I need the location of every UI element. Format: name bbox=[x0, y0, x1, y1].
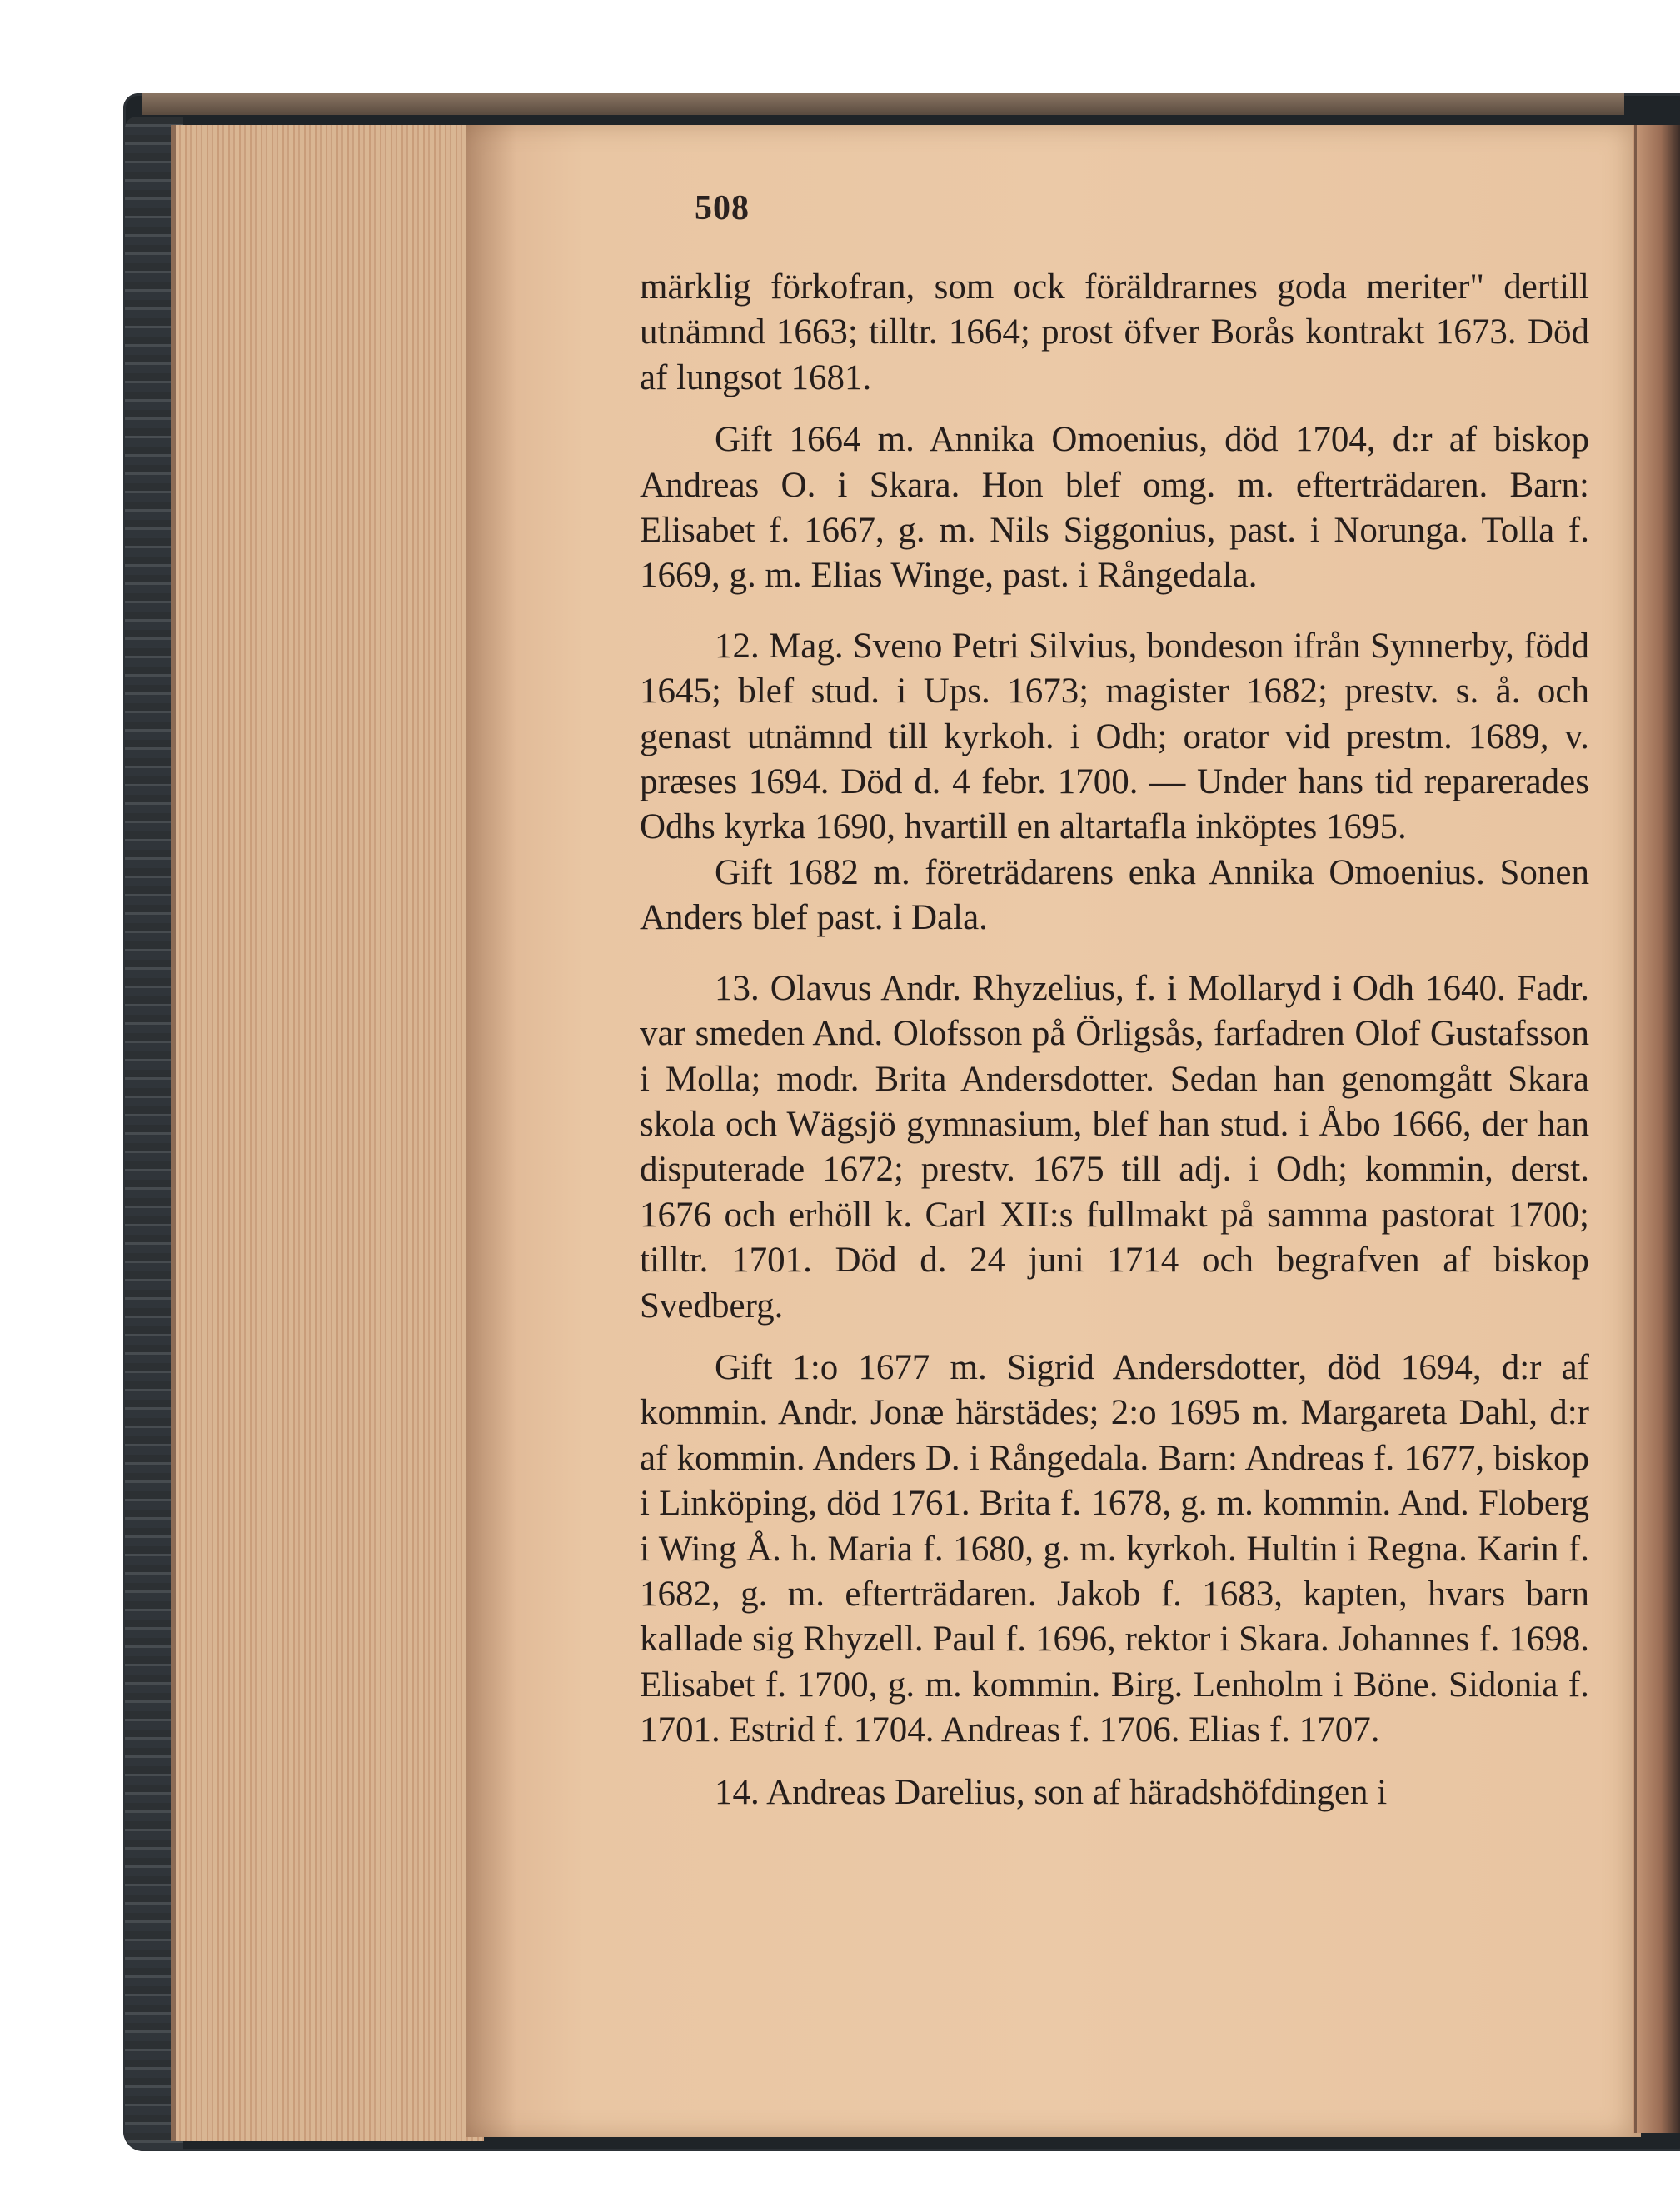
paragraph: Gift 1:o 1677 m. Sigrid Andersdotter, död 1694, d:r af kommin. Andr. Jonæ härstädes; 2:o 1695 m. Margareta Dahl, d:r af kommin. Anders D. i Rångedala. Barn: Andreas f. 1677, biskop i Linköping, död 1761. Brita f. 1678, g. m. kommin. And. Floberg i Wing Å. h. Maria f. 1680, g. m. kyrkoh. Hultin i Regna. Karin f. 1682, g. m. efterträdaren. Jakob f. 1683, kapten, hvars barn kallade sig Rhyzell. Paul f. 1696, rektor i Skara. Johannes f. 1698. Elisabet f. 1700, g. m. kommin. Birg. Lenholm i Böne. Sidonia f. 1701. Estrid f. 1704. Andreas f. 1706. Elias f. 1707. bbox=[640, 1347, 1589, 1750]
paragraph: 12. Mag. Sveno Petri Silvius, bondeson ifrån Synnerby, född 1645; blef stud. i Ups. 1673; magister 1682; prestv. s. å. och genast utnämnd till kyrkoh. i Odh; orator vid prestm. 1689, v. præses 1694. Död d. 4 febr. 1700. — Under hans tid reparerades Odhs kyrka 1690, hvartill en altartafla inköptes 1695. bbox=[640, 626, 1589, 847]
paragraph: Gift 1682 m. företrädarens enka Annika Omoenius. Sonen Anders blef past. i Dala. bbox=[640, 852, 1589, 938]
paragraph: märklig förkofran, som ock föräldrarnes goda meriter" dertill utnämnd 1663; tilltr. 1664; prost öfver Borås kontrakt 1673. Död af lungsot 1681. bbox=[640, 267, 1589, 397]
paragraph: 14. Andreas Darelius, son af häradshöfdingen i bbox=[715, 1772, 1388, 1812]
paragraph: 13. Olavus Andr. Rhyzelius, f. i Mollaryd i Odh 1640. Fadr. var smeden And. Olofsson på Örligsås, farfadren Olof Gustafsson i Molla; modr. Brita Andersdotter. Sedan han genomgått Skara skola och Wägsjö gymnasium, blef han stud. i Åbo 1666, der han disputerade 1672; prestv. 1675 till adj. i Odh; kommin, derst. 1676 och erhöll k. Carl XII:s fullmakt på samma pastorat 1700; tilltr. 1701. Död d. 24 juni 1714 och begrafven af biskop Svedberg. bbox=[640, 968, 1589, 1326]
page-text bbox=[640, 265, 1589, 1815]
right-leaf-edge bbox=[1634, 125, 1657, 2133]
page-stack-edges bbox=[171, 125, 484, 2141]
gutter-shadow bbox=[466, 125, 516, 2137]
paragraph: Gift 1664 m. Annika Omoenius, död 1704, d:r af biskop Andreas O. i Skara. Hon blef omg. m. efterträdaren. Barn: Elisabet f. 1667, g. m. Nils Siggonius, past. i Norunga. Tolla f. 1669, g. m. Elias Winge, past. i Rångedala. bbox=[640, 420, 1589, 596]
page-number: 508 bbox=[695, 189, 750, 227]
cover-top-edge bbox=[142, 93, 1624, 115]
